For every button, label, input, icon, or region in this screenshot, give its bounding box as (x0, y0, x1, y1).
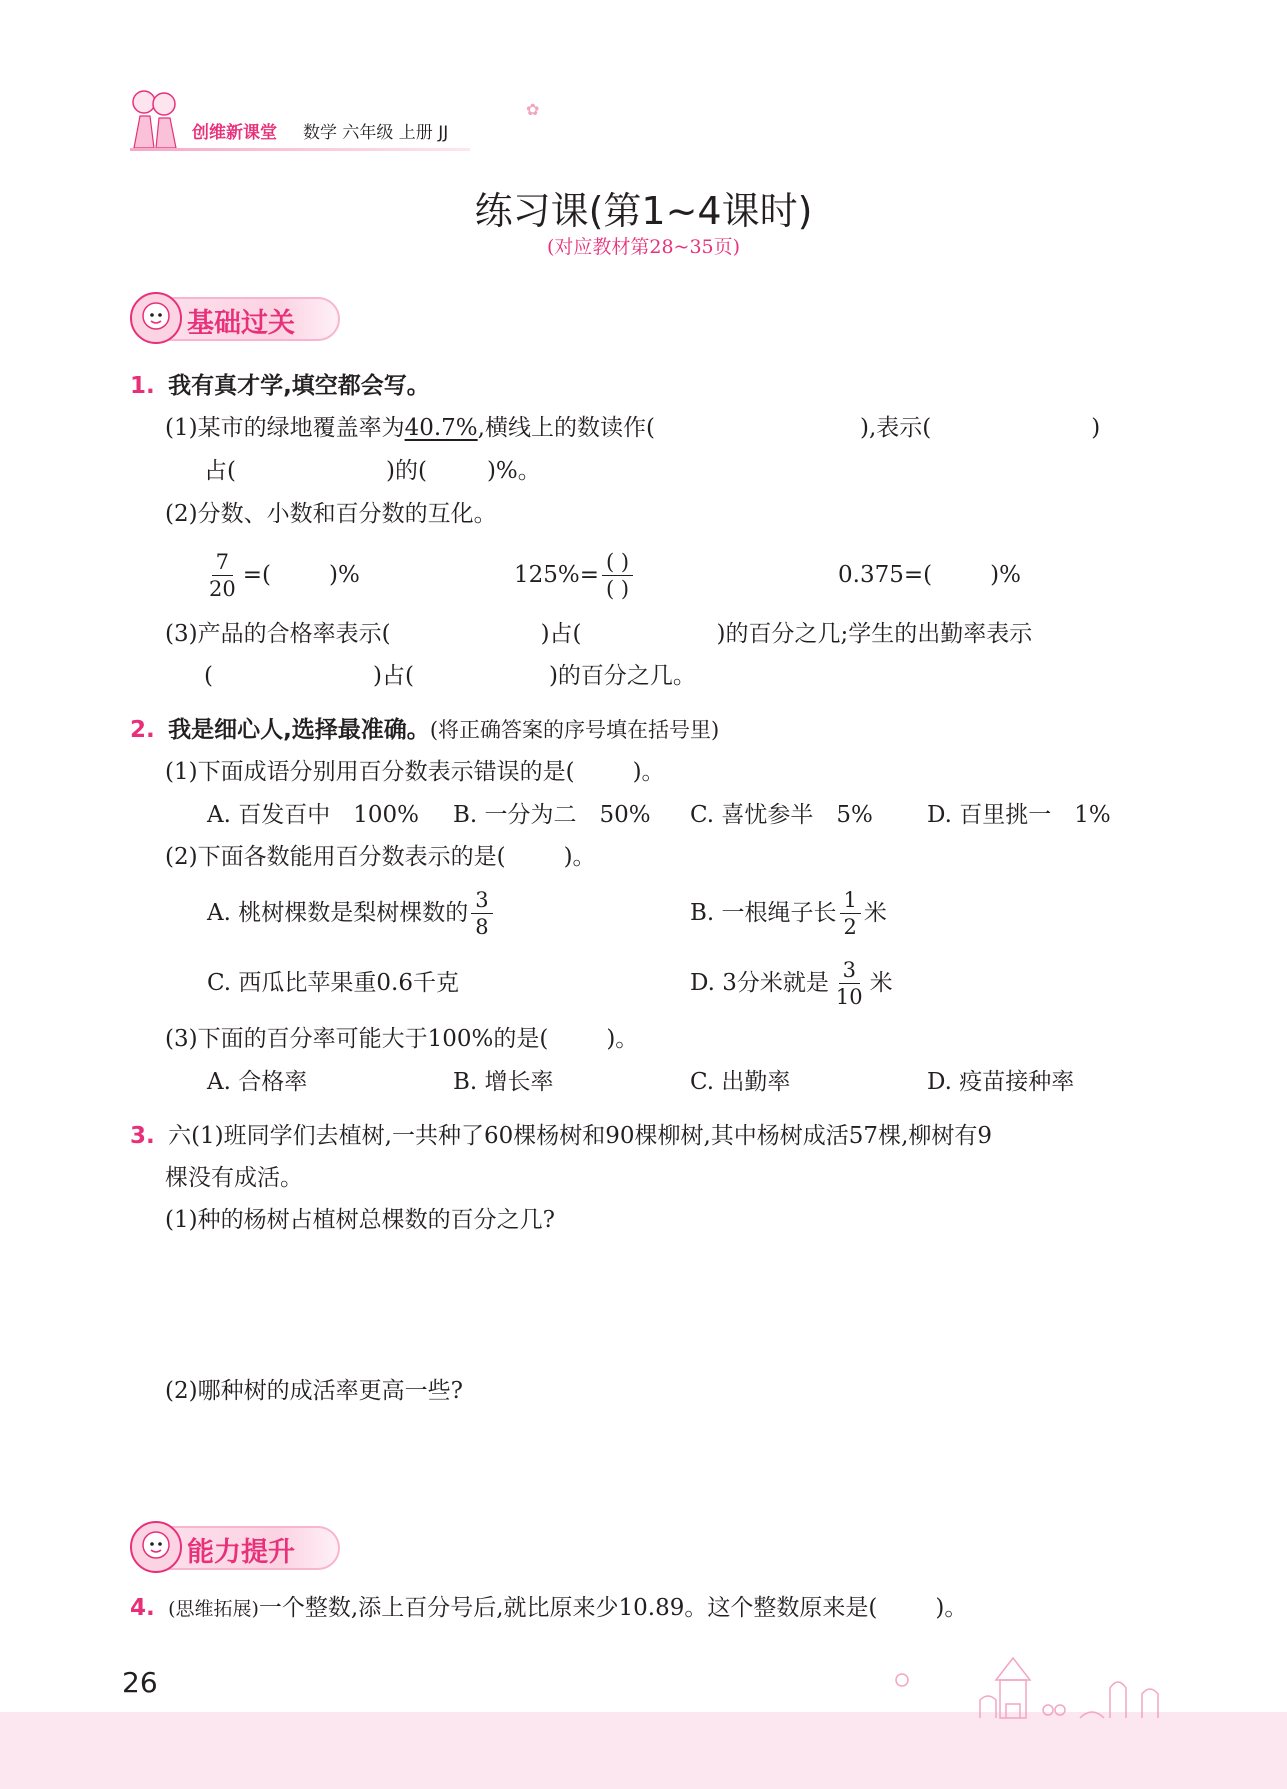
q2-sub1: (1)下面成语分别用百分数表示错误的是( )。 (165, 759, 665, 785)
section-title-advanced: 能力提升 (187, 1537, 295, 1568)
q1-part2: (2)分数、小数和百分数的互化。 (165, 501, 497, 527)
q3-sub2-answer-area[interactable] (165, 1417, 1125, 1517)
q2-sub2-optionA[interactable]: A. 桃树棵数是梨树棵数的 $\frac{3}{8}$ (207, 880, 496, 946)
q2-sub2-optionB[interactable]: B. 一根绳子长 $\frac{1}{2}$ 米 (690, 887, 887, 939)
q1-part3-line2: ( )占( )的百分之几。 (204, 663, 696, 689)
q2-sub3: (3)下面的百分率可能大于100%的是( )。 (165, 1026, 639, 1052)
q1-title: 我有真才学,填空都会写。 (168, 373, 430, 399)
q2-note: (将正确答案的序号填在括号里) (429, 718, 720, 742)
fraction-blank[interactable]: $\frac{( )}{( )}$ (602, 549, 633, 602)
q2-sub2-optionD[interactable]: D. 3分米就是 $\frac{3}{10}$ 米 (690, 957, 893, 1009)
q2-sub2-optionC[interactable]: C. 西瓜比苹果重0.6千克 (207, 970, 459, 996)
q2-title: 我是细心人,选择最准确。 (168, 717, 430, 743)
fraction: $\frac{3}{8}$ (471, 887, 492, 940)
header-mascot-icon (128, 86, 180, 152)
page-number: 26 (122, 1666, 158, 1699)
section-advanced-mascot-icon (128, 1519, 184, 1575)
q2-sub3-option[interactable]: B. 增长率 (453, 1069, 554, 1095)
q3-sub1: (1)种的杨树占植树总棵数的百分之几? (165, 1207, 555, 1233)
header-bird-icon: ✿ (526, 100, 540, 119)
q1-part1-line1: (1)某市的绿地覆盖率为40.7%,横线上的数读作( ),表示( ) (165, 415, 1101, 441)
footer-band (0, 1712, 1287, 1789)
fraction: $\frac{3}{10}$ (835, 957, 863, 1009)
section-basic-mascot-icon (128, 290, 184, 346)
q2-sub1-option[interactable]: C. 喜忧参半 5% (690, 802, 873, 828)
q1-conv-percent: 125%= $\frac{( )}{( )}$ (514, 540, 636, 610)
header-rule (130, 148, 470, 151)
q4-line: 4. (思维拓展)一个整数,添上百分号后,就比原来少10.89。这个整数原来是( )。 (130, 1595, 968, 1621)
q3-sub2: (2)哪种树的成活率更高一些? (165, 1378, 463, 1404)
q2-sub1-option[interactable]: B. 一分为二 50% (453, 802, 651, 828)
q1-heading (130, 370, 430, 402)
header-subject: 数学 六年级 上册 JJ (303, 123, 449, 143)
section-title-basic: 基础过关 (187, 308, 295, 339)
q1-number: 1. (130, 373, 155, 399)
q1-part3-line1: (3)产品的合格率表示( )占( )的百分之几;学生的出勤率表示 (165, 621, 1033, 647)
q1-conv-fraction: $\frac{7}{20}$ =( )% (202, 540, 360, 610)
q4-tag: (思维拓展) (168, 1598, 259, 1620)
q3-sub1-answer-area[interactable] (165, 1246, 1125, 1366)
q2-sub1-option[interactable]: D. 百里挑一 1% (927, 802, 1111, 828)
fraction: $\frac{1}{2}$ (840, 887, 861, 940)
q3-line2: 棵没有成活。 (165, 1165, 303, 1191)
q2-sub3-option[interactable]: C. 出勤率 (690, 1069, 791, 1095)
q2-sub3-option[interactable]: D. 疫苗接种率 (927, 1069, 1075, 1095)
castle-decoration-icon (880, 1650, 1170, 1720)
q3-line1: 3. 六(1)班同学们去植树,一共种了60棵杨树和90棵柳树,其中杨树成活57棵,柳树有9 (130, 1123, 993, 1149)
fraction: $\frac{7}{20}$ (209, 549, 236, 601)
header-brand: 创维新课堂 (192, 123, 277, 143)
q2-number: 2. (130, 717, 155, 743)
q3-number: 3. (130, 1123, 155, 1149)
q1-conv-decimal: 0.375=( )% (838, 562, 1021, 588)
underlined-value: 40.7% (404, 415, 478, 441)
q2-sub1-option[interactable]: A. 百发百中 100% (207, 802, 419, 828)
q2-sub2: (2)下面各数能用百分数表示的是( )。 (165, 844, 596, 870)
q4-number: 4. (130, 1595, 155, 1621)
page-subtitle: (对应教材第28~35页) (546, 236, 741, 258)
q2-heading (130, 714, 719, 746)
q1-part1-line2: 占( )的( )%。 (204, 458, 541, 484)
q2-sub3-option[interactable]: A. 合格率 (207, 1069, 308, 1095)
page-title: 练习课(第1~4课时) (474, 189, 813, 233)
